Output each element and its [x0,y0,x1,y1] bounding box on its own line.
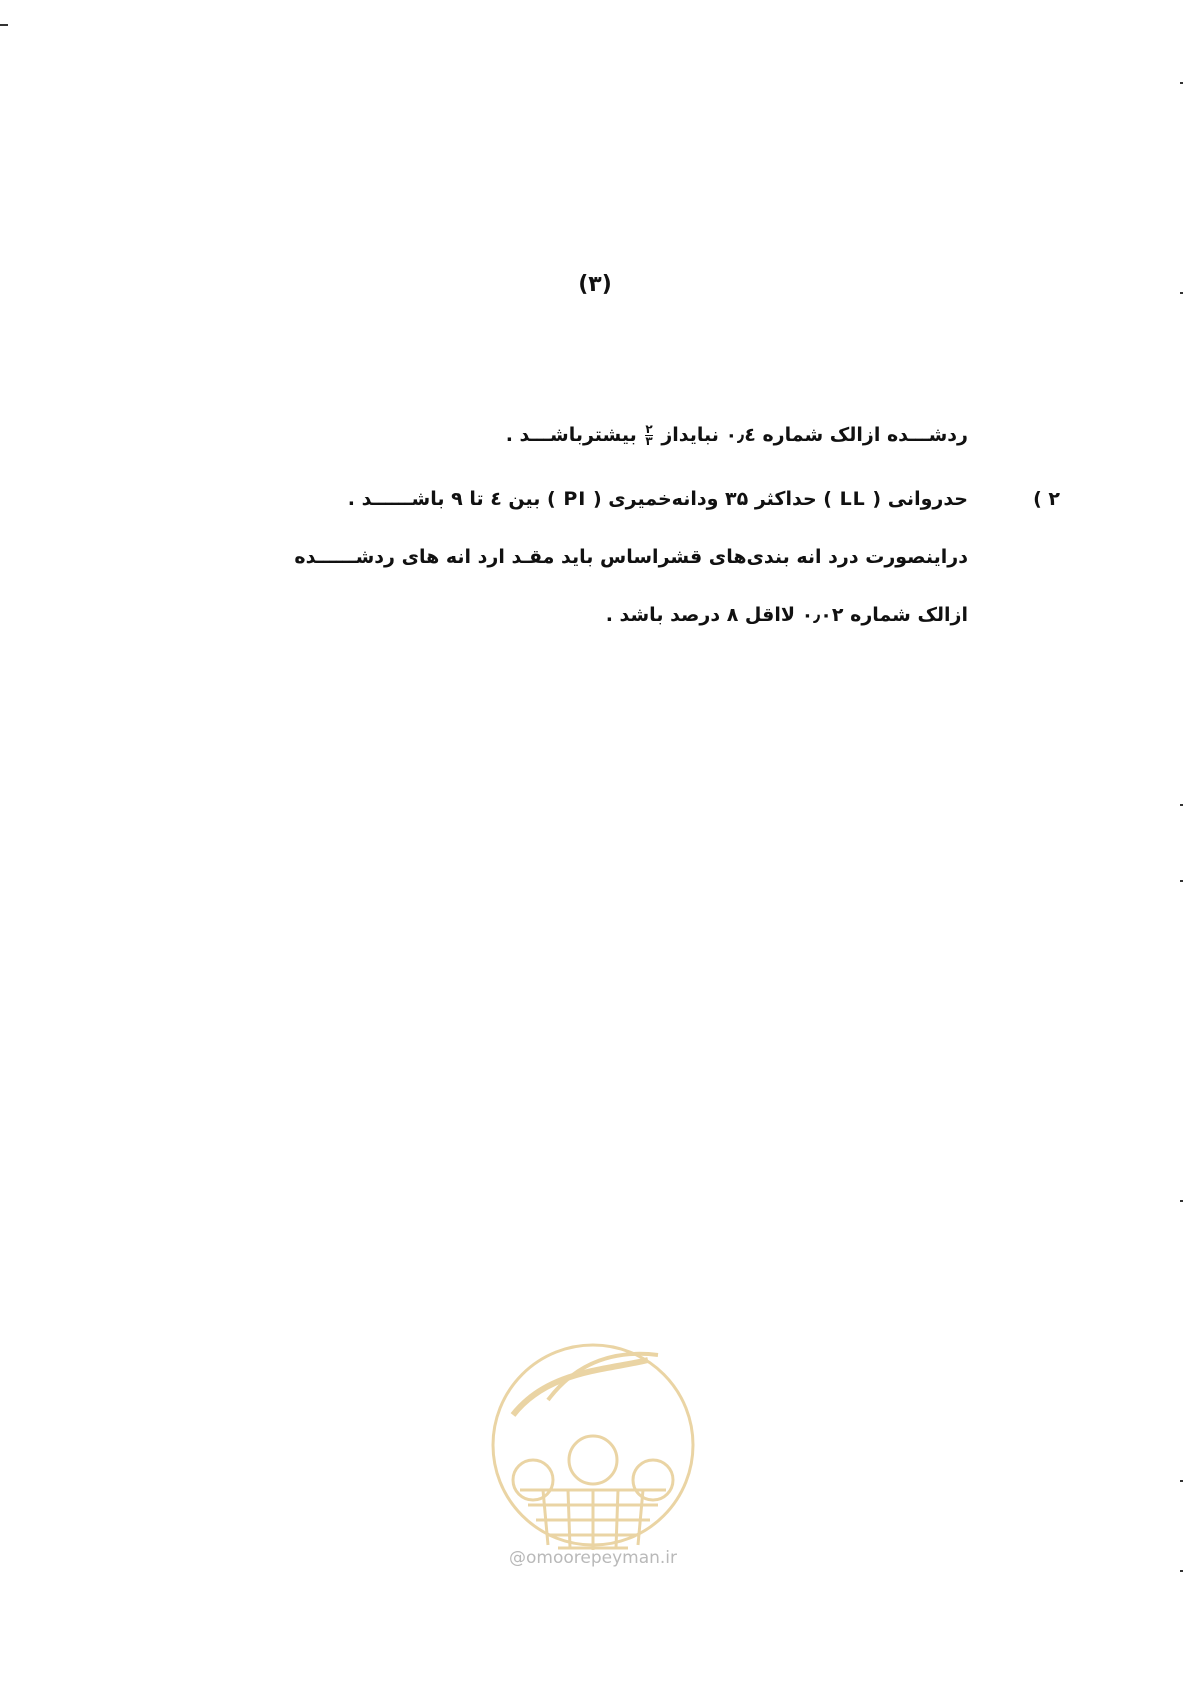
scan-speck [1180,1570,1183,1572]
fraction [645,424,652,447]
text-line-1-part-a: ردشـــده ازالک شماره ۰٫٤ نبایداز [661,424,968,446]
scan-speck [1180,82,1183,84]
scales-icon [513,1460,553,1500]
page-number: (۳) [578,272,612,297]
scan-speck [0,24,8,26]
text-line-1-part-b: بیشترباشـــد . [505,424,637,446]
scan-speck [1180,292,1183,294]
watermark-url: @omoorepeyman.ir [508,1548,678,1568]
text-line-2: حدروانی ( LL ) حداکثر ۳۵ ودانه‌خمیری ( PI ) بین ٤ تا ۹ باشــــــد . [347,488,968,510]
gear-icon [569,1436,617,1484]
fraction-numerator: ۲ [645,422,653,436]
excavator-icon [633,1460,673,1500]
scan-speck [1180,1200,1183,1202]
text-line-3: دراینصورت درد انه بندی‌های قشراساس باید مقـد ارد انه های ردشــــــده [294,546,968,568]
list-item-number: ۲ ) [1033,488,1060,510]
text-line-4: ازالک شماره ۰٫۰۲ لااقل ۸ درصد باشد . [605,604,968,626]
scan-speck [1180,1480,1183,1482]
fraction-denominator: ۳ [645,434,653,448]
scan-speck [1180,804,1183,806]
text-line-1 [506,424,968,447]
scan-speck [1180,880,1183,882]
